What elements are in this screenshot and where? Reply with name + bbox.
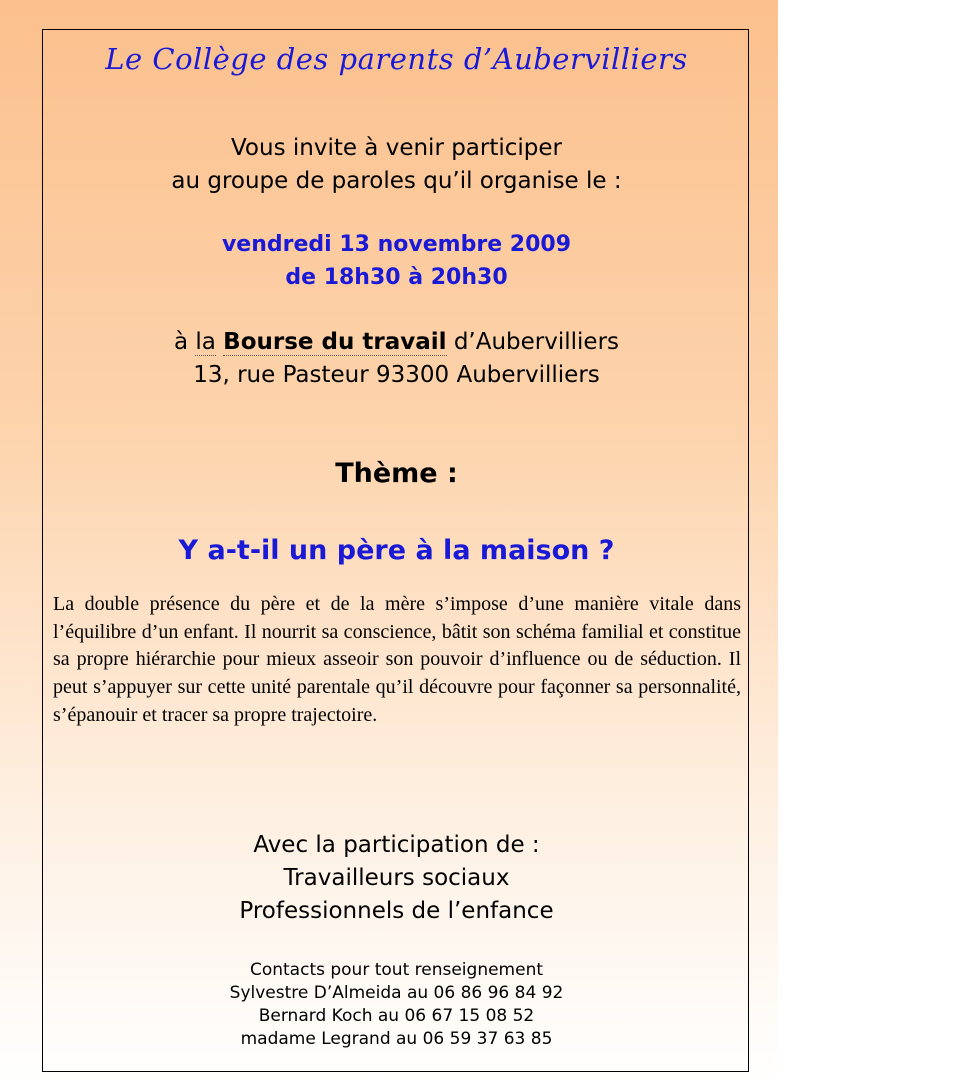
participation-heading: Avec la participation de :	[253, 832, 540, 858]
participant-item: Professionnels de l’enfance	[239, 898, 554, 924]
contact-person: Sylvestre D’Almeida au 06 86 96 84 92	[229, 983, 564, 1003]
participation-block	[43, 829, 750, 928]
theme-description: La double présence du père et de la mère s’impose d’une manière vitale dans l’équilibre d’un enfant. Il nourrit sa conscience, bâtit son schéma familial et constitue sa propre hiérarchie pour mieux asseoir son pouvoir d’influence ou de séduction. Il peut s’appuyer sur cette unité parentale qu’il découvre pour façonner sa personnalité, s’épanouir et tracer sa propre trajectoire.	[53, 593, 741, 726]
participant-item: Travailleurs sociaux	[283, 865, 510, 891]
invitation-line-2: au groupe de paroles qu’il organise le :	[171, 168, 622, 194]
invitation-line-1: Vous invite à venir participer	[230, 135, 563, 161]
contact-person: madame Legrand au 06 59 37 63 85	[240, 1029, 553, 1049]
theme-title: Y a-t-il un père à la maison ?	[178, 535, 615, 566]
venue-line	[43, 326, 750, 359]
event-day: vendredi 13 novembre 2009	[221, 232, 572, 257]
event-time: de 18h30 à 20h30	[285, 265, 508, 290]
venue-article: la	[195, 329, 216, 355]
contacts-heading: Contacts pour tout renseignement	[249, 960, 544, 980]
invitation-text	[43, 132, 750, 198]
theme-label: Thème :	[335, 458, 458, 489]
flyer-frame	[42, 29, 749, 1072]
event-date	[43, 228, 750, 294]
contact-person: Bernard Koch au 06 67 15 08 52	[258, 1006, 535, 1026]
venue-prefix: à	[173, 329, 196, 355]
venue-name: Bourse du travail	[223, 329, 447, 355]
flyer-title: Le Collège des parents d’Aubervilliers	[105, 42, 688, 76]
event-location	[43, 326, 750, 392]
venue-address: 13, rue Pasteur 93300 Aubervilliers	[193, 362, 600, 388]
venue-suffix: d’Aubervilliers	[446, 329, 620, 355]
contacts-block	[43, 959, 750, 1051]
